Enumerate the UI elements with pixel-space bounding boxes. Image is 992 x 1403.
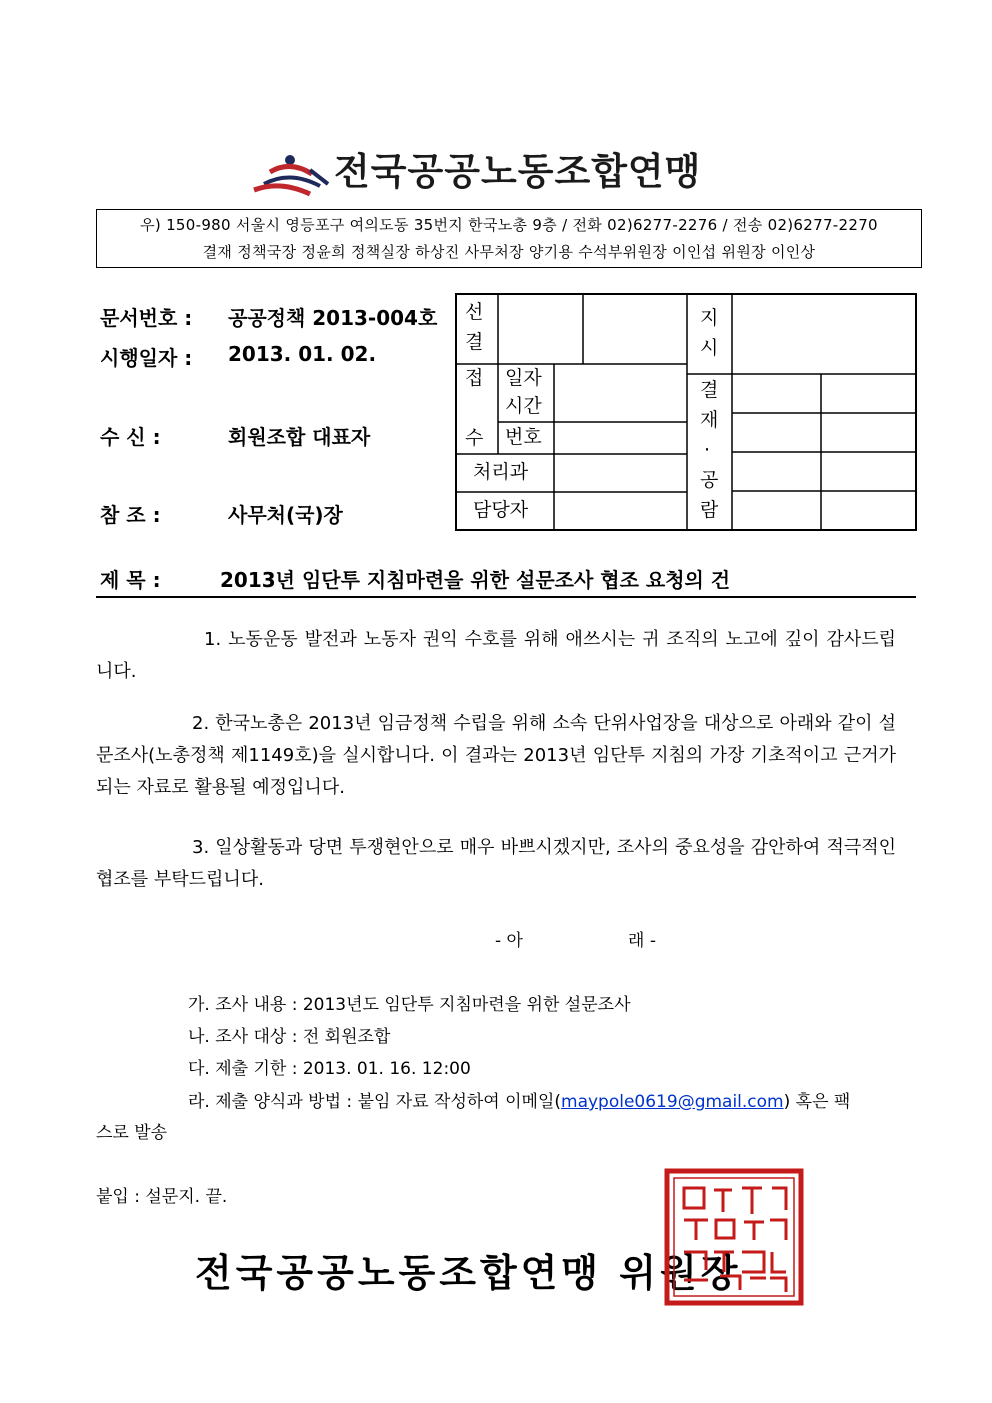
grid-damdangja: 담당자	[473, 499, 529, 521]
paragraph-2: 2. 한국노총은 2013년 임금정책 수립을 위해 소속 단위사업장을 대상으로 아래와 같이 설문조사(노총정책 제1149호)을 실시합니다. 이 결과는 2013년 임단투 지침의 가장 기초적이고 근거가 되는 자료로 활용될 예정입니다.	[96, 713, 896, 798]
item-d-cont: 스로 발송	[96, 1123, 168, 1143]
signature: 전국공공노동조합연맹 위원장	[195, 1251, 742, 1295]
seal-icon	[664, 1168, 804, 1306]
approval-line: 결재 정책국장 정윤희 정책실장 하상진 사무처장 양기용 수석부위원장 이인섭 위원장 이인상	[202, 243, 816, 261]
attachment: 붙입 : 설문지. 끝.	[96, 1187, 228, 1207]
item-c: 다. 제출 기한 : 2013. 01. 16. 12:00	[188, 1059, 471, 1079]
grid-gyeoljae-5: 람	[700, 499, 719, 521]
notice-heading-b: 래 -	[628, 931, 656, 951]
date: 2013. 01. 02.	[228, 342, 377, 366]
grid-sigan: 시간	[505, 395, 542, 417]
grid-gyeoljae-1: 결	[700, 379, 719, 401]
address-box	[96, 209, 922, 268]
address-line: 우) 150-980 서울시 영등포구 여의도동 35번지 한국노총 9층 / 전화 02)6277-2276 / 전송 02)6277-2270	[140, 216, 878, 234]
grid-jeop: 접	[465, 367, 484, 389]
official-seal	[664, 1168, 804, 1306]
grid-ilja: 일자	[505, 367, 542, 389]
paragraph-3: 3. 일상활동과 당면 투쟁현안으로 매우 바쁘시겠지만, 조사의 중요성을 감안하여 적극적인 협조를 부탁드립니다.	[96, 837, 896, 890]
doc-no-label: 문서번호 :	[100, 306, 193, 330]
grid-gyeoljae-4: 공	[700, 469, 719, 491]
notice-heading-a: - 아	[495, 931, 523, 951]
grid-cheorigwa: 처리과	[473, 461, 529, 483]
recipient: 회원조합 대표자	[228, 425, 371, 449]
grid-ji: 지	[700, 307, 719, 329]
grid-seon: 선	[465, 301, 484, 323]
item-a: 가. 조사 내용 : 2013년도 임단투 지침마련을 위한 설문조사	[188, 995, 631, 1015]
item-d	[188, 1091, 850, 1113]
grid-si: 시	[700, 337, 719, 359]
subject: 2013년 임단투 지침마련을 위한 설문조사 협조 요청의 건	[220, 568, 731, 592]
paragraph-1: 1. 노동운동 발전과 노동자 권익 수호를 위해 애쓰시는 귀 조직의 노고에 깊이 감사드립니다.	[96, 629, 896, 682]
recipient-label: 수 신 :	[100, 425, 161, 449]
subject-label: 제 목 :	[100, 568, 161, 592]
grid-gyeol: 결	[465, 331, 484, 353]
ref: 사무처(국)장	[228, 503, 343, 527]
approval-grid	[455, 293, 917, 531]
org-title: 전국공공노동조합연맹	[334, 150, 702, 193]
date-label: 시행일자 :	[100, 346, 193, 370]
ref-label: 참 조 :	[100, 503, 161, 527]
doc-no: 공공정책 2013-004호	[228, 306, 438, 330]
org-logo	[250, 150, 740, 198]
subject-row	[96, 560, 916, 598]
grid-beonho: 번호	[505, 426, 542, 448]
grid-gyeoljae-2: 재	[700, 409, 719, 431]
grid-gyeoljae-3: ·	[704, 439, 711, 461]
item-b: 나. 조사 대상 : 전 회원조합	[188, 1027, 391, 1047]
item-d-suffix: ) 혹은 팩	[783, 1092, 851, 1112]
grid-su: 수	[465, 427, 484, 449]
item-d-prefix: 라. 제출 양식과 방법 : 붙임 자료 작성하여 이메일(	[188, 1092, 562, 1112]
email-link[interactable]: maypole0619@gmail.com	[561, 1092, 784, 1112]
logo-mark-icon	[250, 150, 332, 198]
